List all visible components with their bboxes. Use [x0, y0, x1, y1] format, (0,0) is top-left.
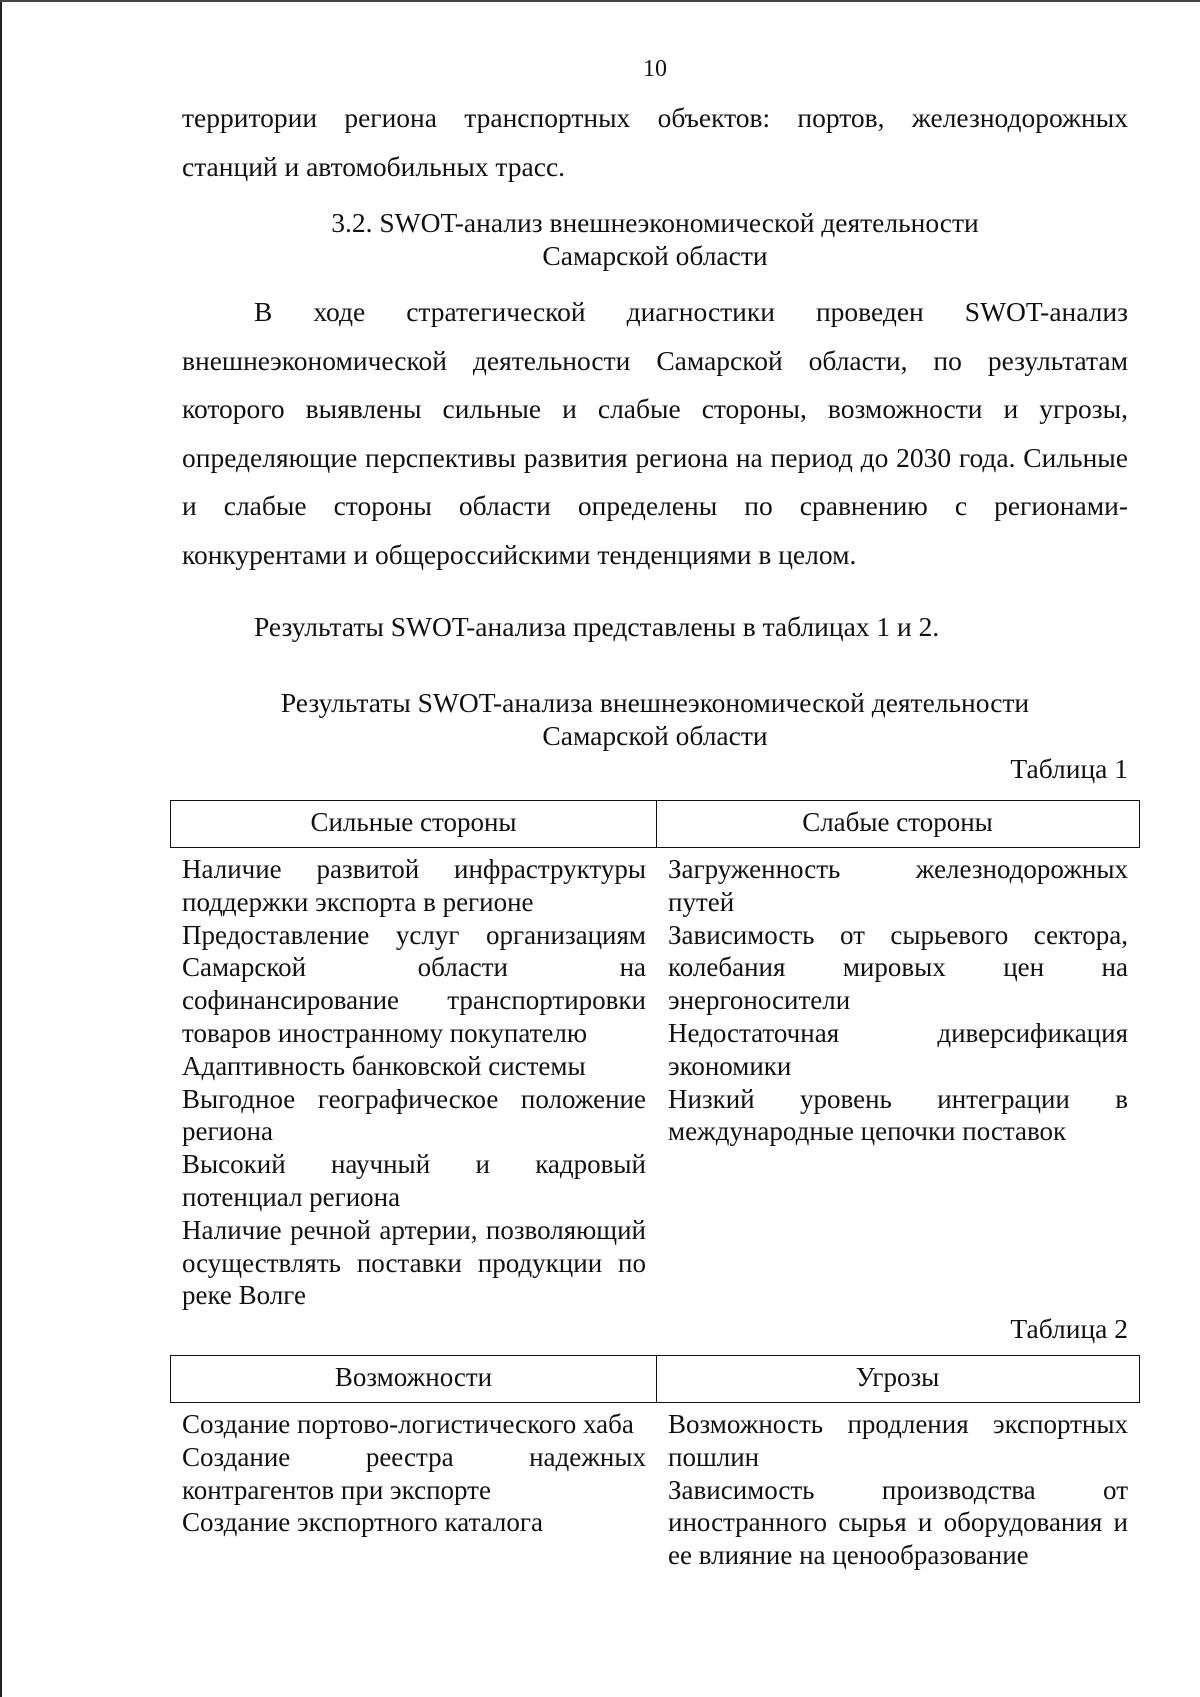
strength-item: Наличие речной артерии, позволяющий осуществлять поставки продукции по реке Волге	[182, 1214, 646, 1311]
table1-header	[170, 800, 1140, 848]
table1-weaknesses-column	[668, 853, 1128, 1148]
page-left-edge	[0, 0, 2, 1697]
strength-item: Предоставление услуг организациям Самарской области на софинансирование транспортировки товаров иностранному покупателю	[182, 919, 646, 1048]
section-heading	[182, 206, 1128, 272]
strength-item: Выгодное географическое положение региона	[182, 1083, 646, 1147]
intro-paragraph: территории региона транспортных объектов: портов, железнодорожных станций и автомобильных трасс.	[182, 102, 1128, 182]
table1-header-strengths: Сильные стороны	[171, 801, 657, 847]
table2-header-opportunities: Возможности	[171, 1356, 657, 1402]
table1-caption: Таблица 1	[1010, 753, 1128, 784]
opportunity-item: Создание реестра надежных контрагентов при экспорте	[182, 1441, 646, 1505]
table2-caption: Таблица 2	[1010, 1313, 1128, 1344]
weakness-item: Зависимость от сырьевого сектора, колебания мировых цен на энергоносители	[668, 919, 1128, 1016]
page-number: 10	[643, 56, 667, 82]
table2-header	[170, 1355, 1140, 1403]
weakness-item: Загруженность железнодорожных путей	[668, 854, 1128, 917]
table2-header-threats: Угрозы	[855, 1362, 940, 1392]
section-heading-line1: 3.2. SWOT-анализ внешнеэкономической деятельности	[331, 207, 979, 238]
strength-item: Адаптивность банковской системы	[182, 1050, 586, 1081]
threat-item: Зависимость производства от иностранного сырья и оборудования и ее влияние на ценообразование	[668, 1474, 1128, 1571]
section-heading-line2: Самарской области	[542, 240, 768, 271]
results-reference-paragraph: Результаты SWOT-анализа представлены в таблицах 1 и 2.	[254, 611, 940, 642]
weakness-item: Низкий уровень интеграции в международные цепочки поставок	[668, 1083, 1128, 1147]
opportunity-item: Создание портово-логистического хаба	[182, 1409, 634, 1439]
strength-item: Высокий научный и кадровый потенциал региона	[182, 1149, 646, 1212]
analysis-paragraph: В ходе стратегической диагностики проведен SWOT-анализ внешнеэкономической деятельности Самарской области, по результатам которого выявлены сильные и слабые стороны, возможности и угрозы, определяющие перспективы развития региона на период до 2030 года. Сильные и слабые стороны области определены по сравнению с регионами-конкурентами и общероссийскими тенденциями в целом.	[182, 296, 1128, 570]
opportunity-item: Создание экспортного каталога	[182, 1507, 543, 1538]
tables-title-line2: Самарской области	[542, 720, 768, 751]
table2-opportunities-column	[182, 1408, 646, 1539]
strength-item: Наличие развитой инфраструктуры поддержки экспорта в регионе	[182, 854, 646, 917]
tables-title-line1: Результаты SWOT-анализа внешнеэкономической деятельности	[280, 687, 1030, 718]
page-top-edge	[0, 0, 1200, 2]
tables-title	[160, 686, 1150, 752]
threat-item: Возможность продления экспортных пошлин	[668, 1409, 1128, 1472]
table2-threats-column	[668, 1408, 1128, 1572]
table1-strengths-column	[182, 853, 646, 1312]
table1-header-weaknesses: Слабые стороны	[802, 807, 993, 837]
weakness-item: Недостаточная диверсификация экономики	[668, 1017, 1128, 1081]
